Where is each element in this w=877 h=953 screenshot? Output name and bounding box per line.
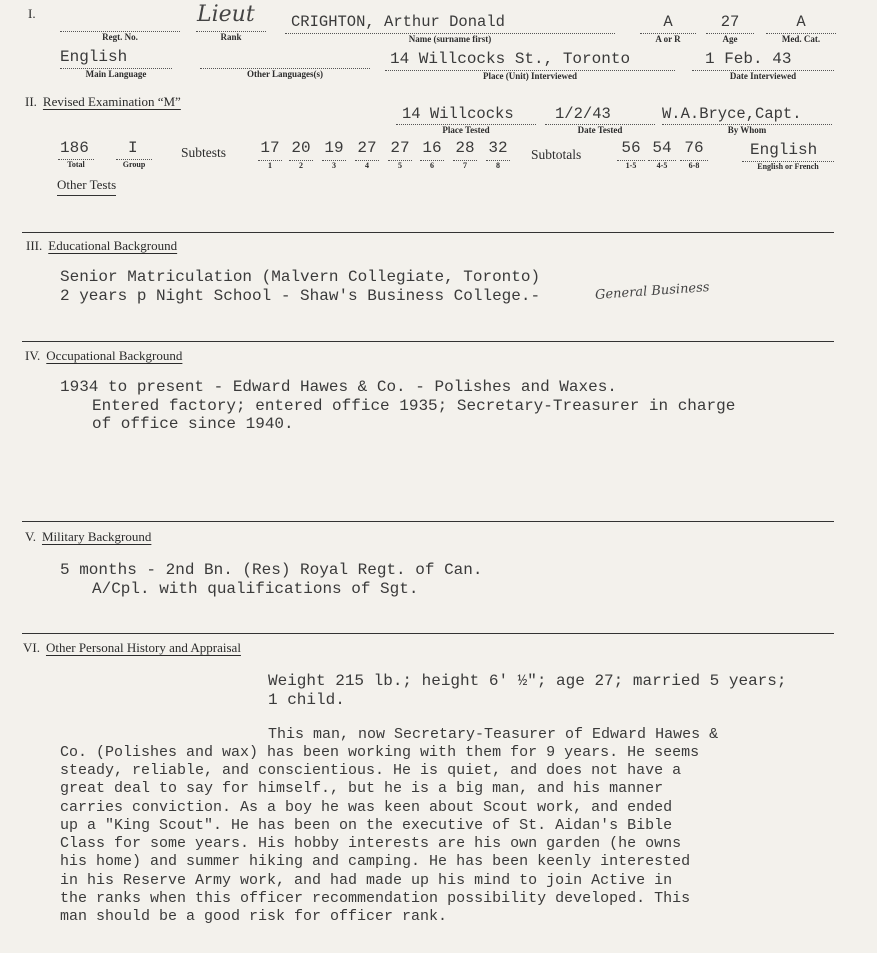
education-line-1: Senior Matriculation (Malvern Collegiate, Toronto) [60,268,541,286]
subtest-index: 7 [453,160,477,170]
subtotal-range: 1-5 [617,160,645,170]
section-2-title: Revised Examination “M” [42,94,181,109]
personal-stats-line-1: Weight 215 lb.; height 6' ½"; age 27; married 5 years; [268,672,787,690]
total-value: 186 [60,139,89,157]
subtotal-value: 56 [621,139,641,157]
subtest-index: 8 [486,160,510,170]
appraisal-line: the ranks when this officer recommendation possibility developed. This [60,890,691,907]
subtest-index: 3 [322,160,346,170]
divider [22,521,834,522]
other-tests-label: Other Tests [57,177,116,196]
section-5-title: Military Background [41,529,152,544]
subtest-index: 4 [355,160,379,170]
subtotal-range: 4-5 [648,160,676,170]
subtest-value: 20 [291,139,311,157]
section-3-heading [26,238,177,254]
appraisal-line: Class for some years. His hobby interests are his own garden (he owns [60,835,682,852]
place-interviewed-value: 14 Willcocks St., Toronto [390,50,631,68]
divider [22,633,834,634]
occupation-line-1: 1934 to present - Edward Hawes & Co. - Polishes and Waxes. [60,378,617,396]
main-language-label: Main Language [85,69,147,79]
subtotals-label: Subtotals [531,147,582,162]
place-tested-value: 14 Willcocks [402,105,514,123]
subtest-index: 2 [289,160,313,170]
date-tested-value: 1/2/43 [555,105,611,123]
test-language-value: English [750,141,818,159]
appraisal-line: This man, now Secretary-Teasurer of Edward Hawes & [268,726,719,743]
section-6-heading [23,640,241,656]
appraisal-line: carries conviction. As a boy he was keen about Scout work, and ended [60,799,673,816]
date-interviewed-value: 1 Feb. 43 [705,50,792,68]
section-5-heading [25,529,151,545]
a-or-r-value: A [663,13,673,31]
appraisal-line: great deal to say for himself., but he is a big man, and his manner [60,780,664,797]
date-interviewed-label: Date Interviewed [729,71,797,81]
by-whom-value: W.A.Bryce,Capt. [662,105,802,123]
divider [22,341,834,342]
appraisal-line: man should be a good risk for officer rank. [60,908,448,925]
subtest-value: 28 [455,139,475,157]
rank-value: Lieut [197,2,255,27]
place-tested-label: Place Tested [442,125,490,135]
subtest-index: 5 [388,160,412,170]
appraisal-line: steady, reliable, and conscientious. He is quiet, and does not have a [60,762,682,779]
subtest-value: 16 [422,139,442,157]
subtest-index: 1 [258,160,282,170]
divider [22,232,834,233]
section-3-numeral: III. [26,238,43,253]
education-line-2: 2 years p Night School - Shaw's Business College.- [60,287,541,305]
section-3-title: Educational Background [48,238,178,253]
med-cat-label: Med. Cat. [781,34,821,44]
test-language-label: English or French [757,162,819,171]
subtest-value: 19 [324,139,344,157]
subtotal-value: 76 [684,139,704,157]
subtest-value: 17 [260,139,280,157]
occupation-line-3: of office since 1940. [92,415,294,433]
section-1-numeral: I. [28,6,36,21]
by-whom-label: By Whom [727,125,767,135]
a-or-r-label: A or R [655,34,681,44]
section-6-numeral: VI. [23,640,40,655]
subtests-label: Subtests [181,145,227,160]
section-4-numeral: IV. [25,348,41,363]
section-4-heading [25,348,182,364]
regt-no-label: Regt. No. [102,32,138,42]
med-cat-value: A [796,13,806,31]
name-value: CRIGHTON, Arthur Donald [291,13,505,31]
section-6-title: Other Personal History and Appraisal [45,640,241,655]
subtotal-range: 6-8 [680,160,708,170]
place-interviewed-label: Place (Unit) Interviewed [483,71,577,81]
appraisal-line: his home) and summer hiking and camping. He has been keenly interested [60,853,691,870]
total-label: Total [67,160,85,169]
appraisal-line: Co. (Polishes and wax) has been working with them for 9 years. He seems [60,744,700,761]
age-label: Age [722,34,738,44]
subtest-value: 32 [488,139,508,157]
section-5-numeral: V. [25,529,36,544]
personal-stats-line-2: 1 child. [268,691,345,709]
main-language-value: English [60,48,128,66]
section-4-title: Occupational Background [46,348,183,363]
subtest-value: 27 [357,139,377,157]
subtest-index: 6 [420,160,444,170]
appraisal-line: up a "King Scout". He has been on the executive of St. Aidan's Bible [60,817,673,834]
name-label: Name (surname first) [408,34,492,44]
occupation-line-2: Entered factory; entered office 1935; Secretary-Treasurer in charge [92,397,736,415]
handwritten-note: General Business [594,280,710,303]
appraisal-line: in his Reserve Army work, and had made up his mind to join Active in [60,872,673,889]
age-value: 27 [720,13,740,31]
subtotal-value: 54 [652,139,672,157]
other-languages-label: Other Languages(s) [246,69,324,79]
date-tested-label: Date Tested [577,125,623,135]
section-2-heading [25,94,181,110]
military-line-1: 5 months - 2nd Bn. (Res) Royal Regt. of Can. [60,561,483,579]
section-2-numeral: II. [25,94,37,109]
group-value: I [128,139,138,157]
military-line-2: A/Cpl. with qualifications of Sgt. [92,580,419,598]
group-label: Group [122,160,146,169]
rank-label: Rank [220,32,242,42]
subtest-value: 27 [390,139,410,157]
